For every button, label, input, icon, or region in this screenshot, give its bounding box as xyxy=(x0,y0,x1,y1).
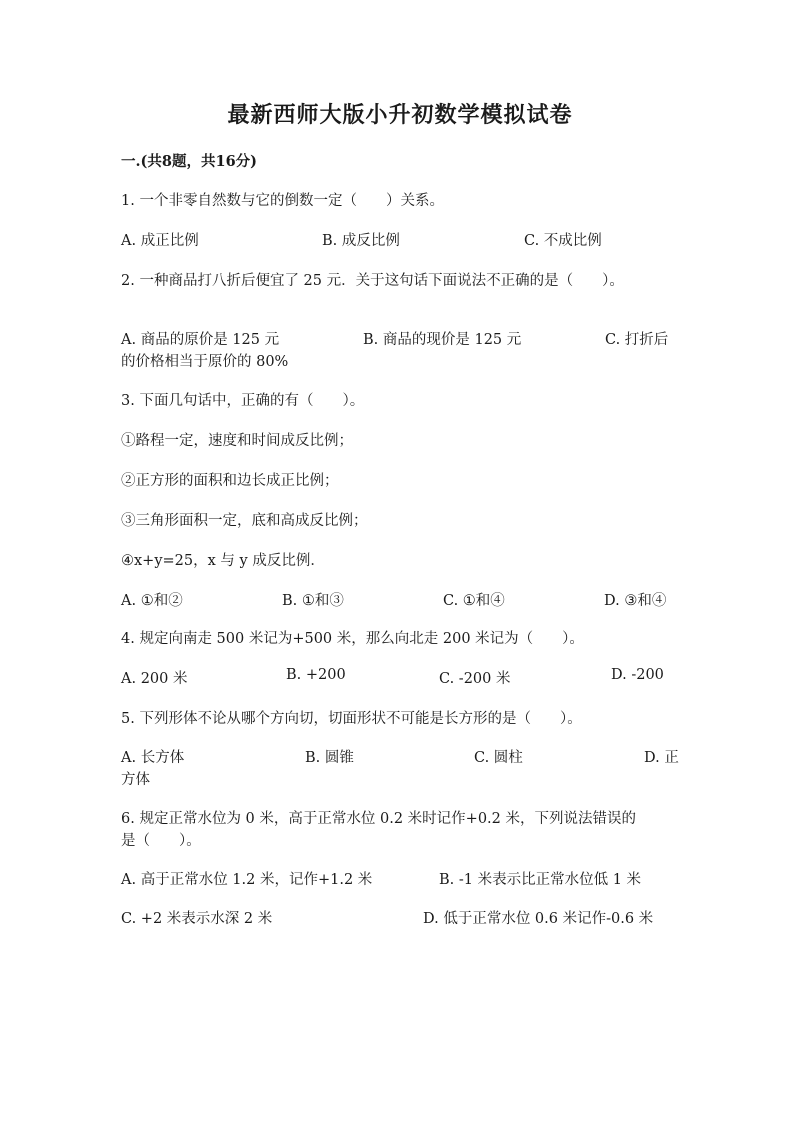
q4-option-d: D. -200 xyxy=(611,667,664,683)
q4-option-a: A. 200 米 xyxy=(121,671,188,687)
section-heading: 一.(共8题，共16分) xyxy=(121,153,258,170)
q5-option-b: B. 圆锥 xyxy=(305,750,354,766)
question-4-stem: 4. 规定向南走 500 米记为+500 米，那么向北走 200 米记为（ ）。 xyxy=(121,631,584,647)
q4-option-c: C. -200 米 xyxy=(439,671,511,687)
q2-option-a: A. 商品的原价是 125 元 xyxy=(121,332,280,348)
q1-option-c: C. 不成比例 xyxy=(524,233,602,249)
q6-option-d: D. 低于正常水位 0.6 米记作-0.6 米 xyxy=(423,911,654,927)
question-5-stem: 5. 下列形体不论从哪个方向切，切面形状不可能是长方形的是（ ）。 xyxy=(121,711,582,727)
question-3-stem: 3. 下面几句话中，正确的有（ ）。 xyxy=(121,393,365,409)
q6-option-c: C. +2 米表示水深 2 米 xyxy=(121,911,273,927)
q2-option-c: C. 打折后 xyxy=(605,332,669,348)
question-6-stem-line-1: 6. 规定正常水位为 0 米，高于正常水位 0.2 米时记作+0.2 米，下列说法错误的 xyxy=(121,811,636,827)
q5-option-d-continued: 方体 xyxy=(121,772,150,788)
q6-option-b: B. -1 米表示比正常水位低 1 米 xyxy=(439,872,642,888)
q6-option-a: A. 高于正常水位 1.2 米，记作+1.2 米 xyxy=(121,872,373,888)
q3-statement-4: ④x+y=25，x 与 y 成反比例． xyxy=(121,553,325,569)
q5-option-d: D. 正 xyxy=(644,750,679,766)
q3-statement-3: ③三角形面积一定，底和高成反比例； xyxy=(121,513,368,529)
q2-option-b: B. 商品的现价是 125 元 xyxy=(363,332,522,348)
q5-option-a: A. 长方体 xyxy=(121,750,185,766)
q3-statement-2: ②正方形的面积和边长成正比例； xyxy=(121,473,339,489)
question-2-stem: 2. 一种商品打八折后便宜了 25 元．关于这句话下面说法不正确的是（ ）。 xyxy=(121,273,624,289)
q3-option-a: A. ①和② xyxy=(121,593,183,609)
q2-option-c-continued: 的价格相当于原价的 80% xyxy=(121,354,289,370)
q3-statement-1: ①路程一定，速度和时间成反比例； xyxy=(121,433,353,449)
q1-option-a: A. 成正比例 xyxy=(121,233,199,249)
q3-option-b: B. ①和③ xyxy=(282,593,344,609)
q1-option-b: B. 成反比例 xyxy=(322,233,400,249)
q4-option-b: B. +200 xyxy=(286,667,346,683)
q5-option-c: C. 圆柱 xyxy=(474,750,523,766)
question-1-stem: 1. 一个非零自然数与它的倒数一定（ ）关系。 xyxy=(121,193,444,209)
question-6-stem-line-2: 是（ ）。 xyxy=(121,833,201,849)
q3-option-d: D. ③和④ xyxy=(604,593,667,609)
page-title: 最新西师大版小升初数学模拟试卷 xyxy=(227,102,573,128)
q3-option-c: C. ①和④ xyxy=(443,593,505,609)
